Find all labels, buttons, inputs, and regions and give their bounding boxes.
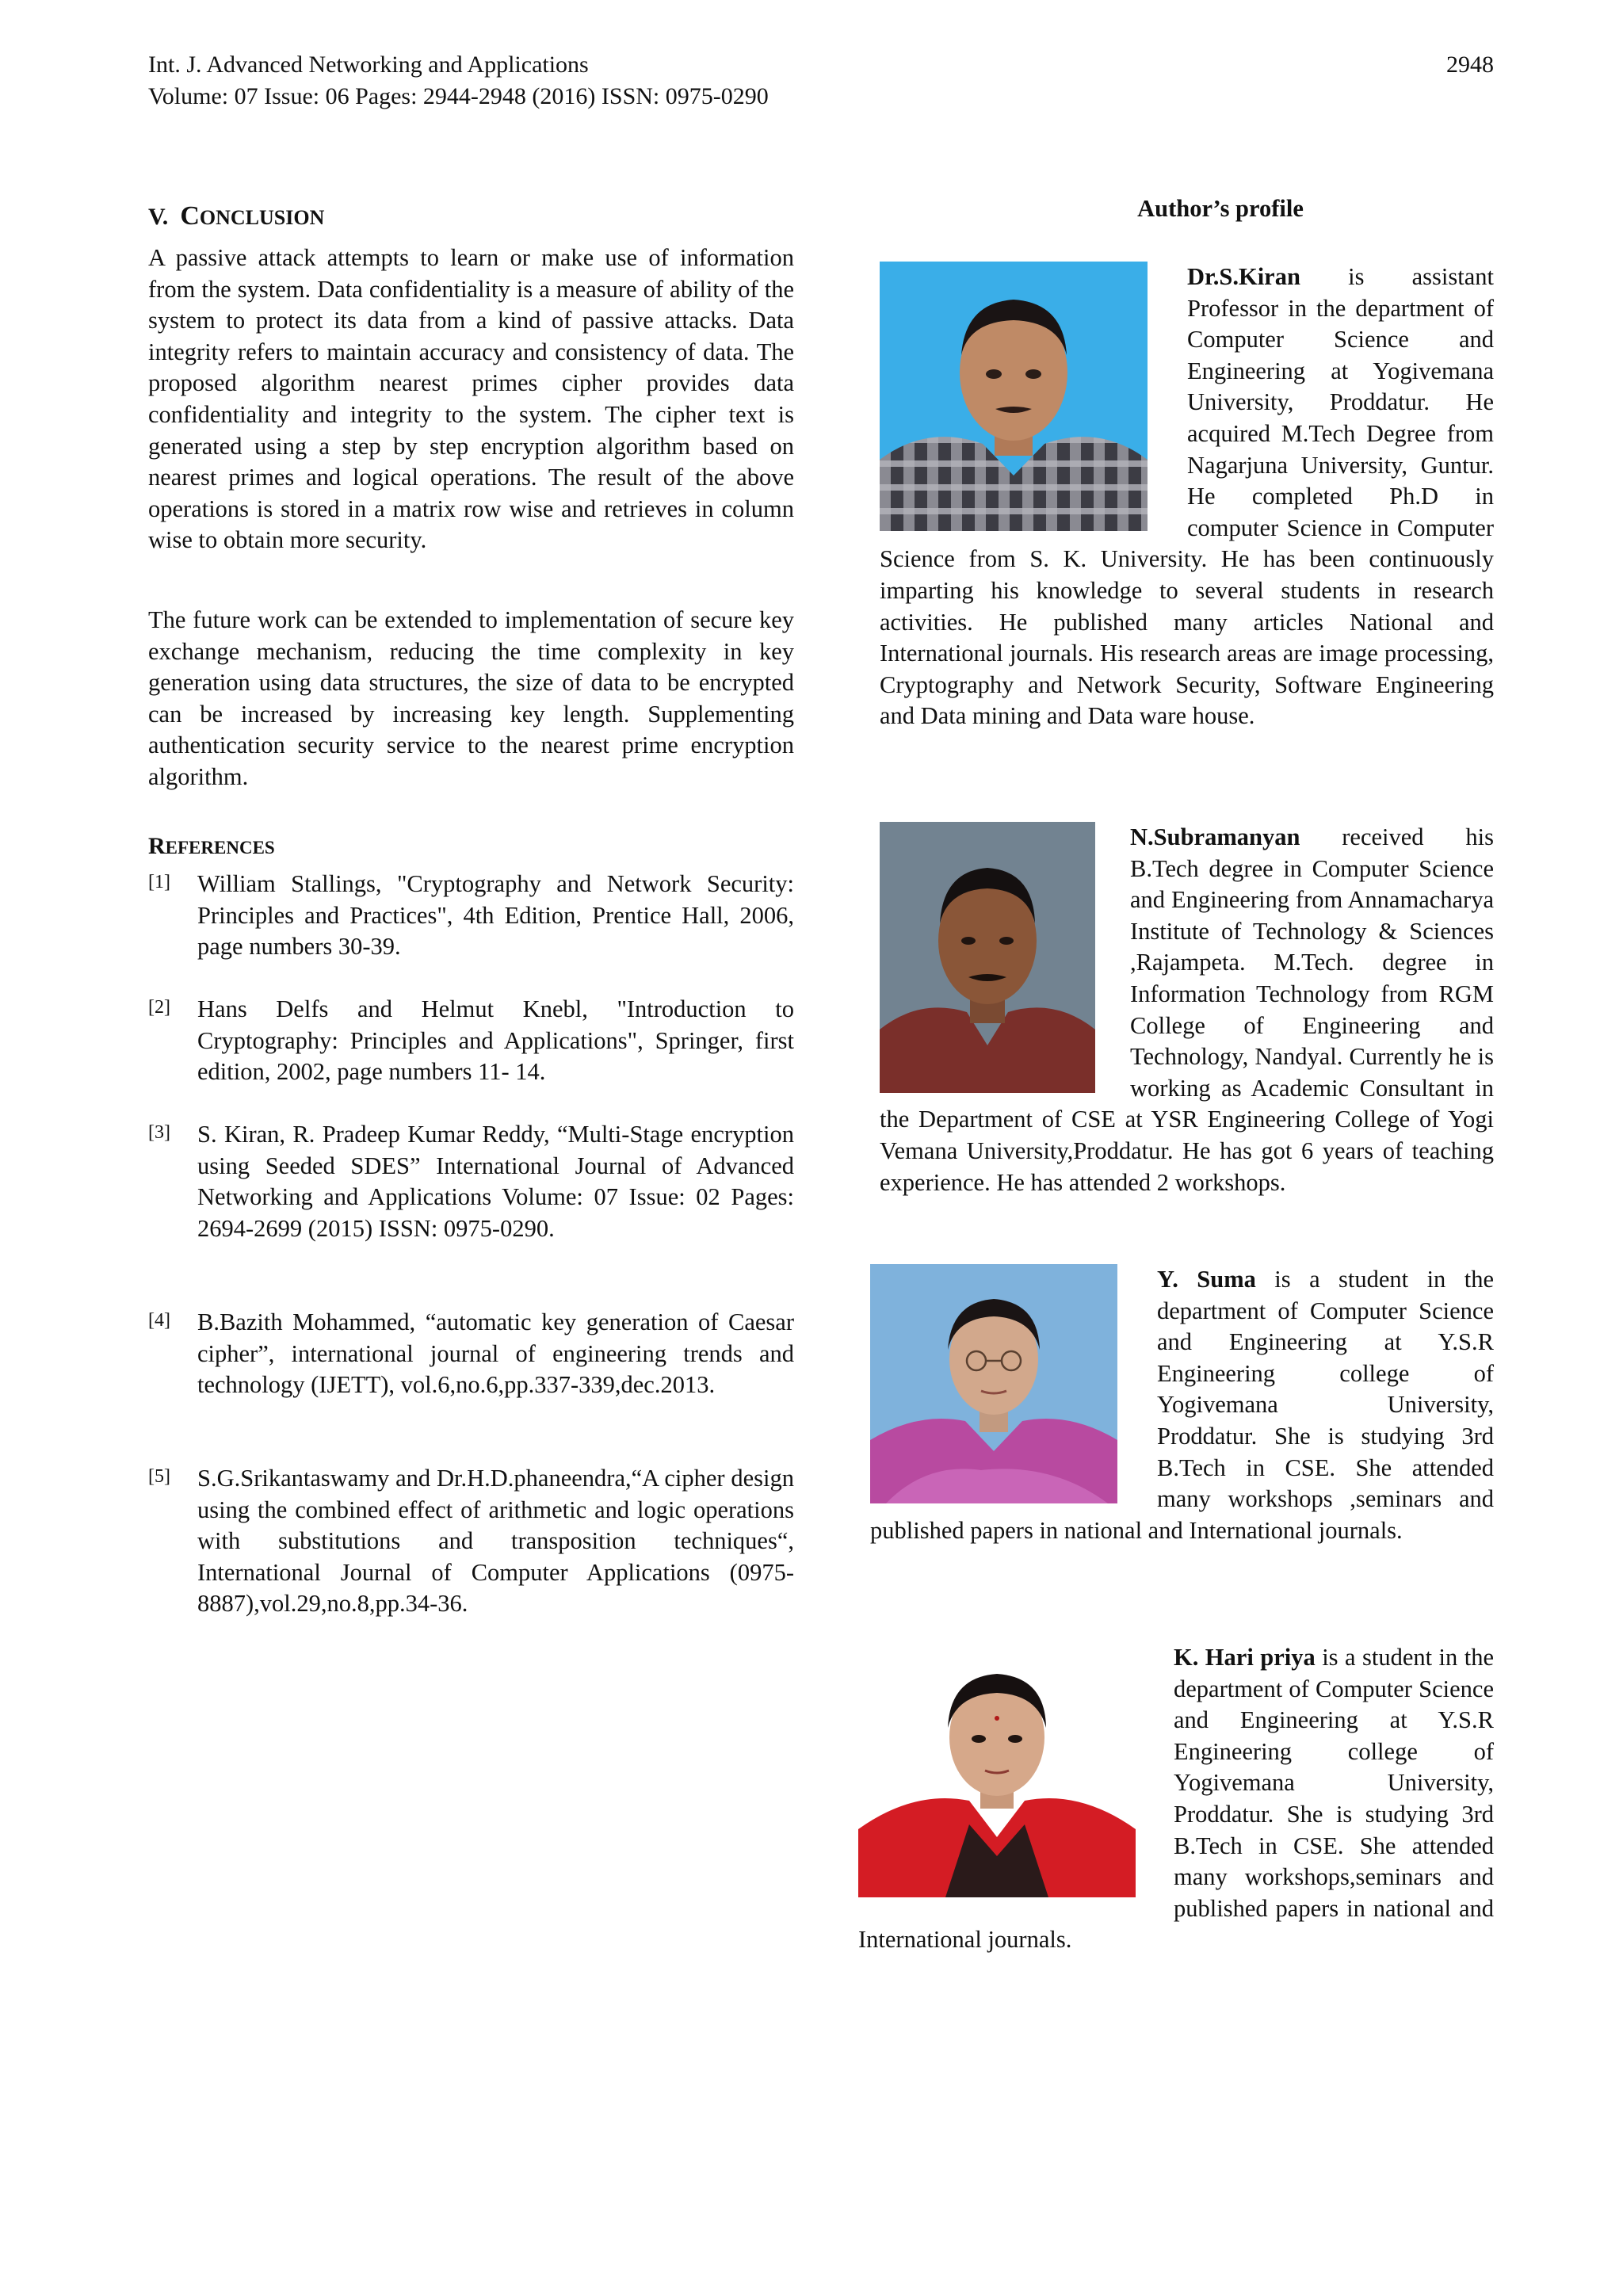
author-photo-kiran bbox=[880, 262, 1148, 531]
references-title-rest: EFERENCES bbox=[165, 838, 275, 858]
reference-text: William Stallings, "Cryptography and Network Security: Principles and Practices", 4th Edition, Prentice Hall, 2006, page numbers 30-39. bbox=[197, 870, 794, 961]
reference-number: [3] bbox=[148, 1122, 170, 1143]
author-photo-haripriya bbox=[858, 1642, 1136, 1897]
reference-text: S. Kiran, R. Pradeep Kumar Reddy, “Multi-Stage encryption using Seeded SDES” International Journal of Advanced Networking and Applications Volume: 07 Issue: 02 Pages: 2694-2699 (2015) ISSN: 0975-0290. bbox=[197, 1121, 794, 1242]
author-name: K. Hari priya bbox=[1174, 1644, 1316, 1671]
section-title-initial: C bbox=[180, 201, 200, 231]
author-bio-text: is assistant Professor in the department of Computer Science and Engineering at Yogivemana University, Proddatur. He acquired M.Tech Degree from Nagarjuna University, Guntur. He completed Ph.D in computer Science in Computer Science from S. K. University. He has been continuously imparting his knowledge to several students in research activities. He published many articles National and International journals. His research areas are image processing, Cryptography and Network Security, Software Engineering and Data mining and Data ware house. bbox=[880, 263, 1494, 730]
reference-number: [5] bbox=[148, 1466, 170, 1487]
section-title-rest: ONCLUSION bbox=[199, 206, 325, 229]
conclusion-heading bbox=[148, 201, 324, 234]
author-name: Y. Suma bbox=[1157, 1266, 1256, 1293]
author-name: Dr.S.Kiran bbox=[1187, 263, 1300, 290]
journal-name: Int. J. Advanced Networking and Applications bbox=[148, 52, 589, 78]
author-bio-text: received his B.Tech degree in Computer Science and Engineering from Annamacharya Institute of Technology & Sciences ,Rajampeta. M.Tech. degree in Information Technology from RGM College of Engineering and Technology, Nandyal. Currently he is working as Academic Consultant in the Department of CSE at YSR Engineering College of Yogi Vemana University,Proddatur. He has got 6 years of teaching experience. He has attended 2 workshops. bbox=[880, 823, 1494, 1196]
reference-number: [1] bbox=[148, 872, 170, 892]
author-profile-haripriya bbox=[858, 1642, 1494, 1956]
references-title-initial: R bbox=[148, 833, 166, 859]
author-bio-text: is a student in the department of Computer Science and Engineering at Y.S.R Engineering college of Yogivemana University, Proddatur. She is studying 3rd B.Tech in CSE. She attended many workshops,seminars and published papers in national and International journals. bbox=[858, 1644, 1494, 1954]
author-profile-suma bbox=[870, 1264, 1494, 1546]
volume-info: Volume: 07 Issue: 06 Pages: 2944-2948 (2016) ISSN: 0975-0290 bbox=[148, 83, 769, 109]
author-photo-subramanyan bbox=[880, 822, 1095, 1093]
author-photo-suma bbox=[870, 1264, 1117, 1503]
conclusion-paragraph-1: A passive attack attempts to learn or make use of information from the system. Data confidentiality is a measure of ability of the system to protect its data from a kind of passive attacks. Data integrity refers to maintain accuracy and consistency of data. The proposed algorithm nearest primes cipher provides data confidentiality and integrity to the system. The cipher text is generated using a step by step encryption algorithm based on nearest primes and logical operations. The result of the above operations is stored in a matrix row wise and retrieves in column wise to obtain more security. bbox=[148, 244, 794, 554]
reference-text: S.G.Srikantaswamy and Dr.H.D.phaneendra,“A cipher design using the combined effect of arithmetic and logic operations with substitutions and transposition techniques“, International Journal of Computer Applications (0975-8887),vol.29,no.8,pp.34-36. bbox=[197, 1465, 794, 1618]
reference-number: [4] bbox=[148, 1310, 170, 1331]
section-number: V. bbox=[148, 204, 169, 230]
author-name: N.Subramanyan bbox=[1130, 823, 1300, 850]
reference-number: [2] bbox=[148, 997, 170, 1018]
author-profile-kiran bbox=[880, 262, 1494, 732]
references-heading bbox=[148, 832, 275, 862]
conclusion-paragraph-2: The future work can be extended to implementation of secure key exchange mechanism, reducing the time complexity in key generation using data structures, the size of data to be encrypted can be increased by increasing key length. Supplementing authentication security service to the nearest prime encryption algorithm. bbox=[148, 606, 794, 790]
author-profile-subramanyan bbox=[880, 822, 1494, 1198]
author-bio-text: is a student in the department of Computer Science and Engineering at Y.S.R Engineering college of Yogivemana University, Proddatur. She is studying 3rd B.Tech in CSE. She attended many workshops ,seminars and published papers in national and International journals. bbox=[870, 1266, 1494, 1544]
reference-text: B.Bazith Mohammed, “automatic key generation of Caesar cipher”, international journal of engineering trends and technology (IJETT), vol.6,no.6,pp.337-339,dec.2013. bbox=[197, 1308, 794, 1399]
reference-text: Hans Delfs and Helmut Knebl, "Introduction to Cryptography: Principles and Applications", Springer, first edition, 2002, page numbers 11- 14. bbox=[197, 995, 794, 1086]
page-number: 2948 bbox=[1446, 52, 1494, 78]
authors-profile-title: Author’s profile bbox=[1137, 195, 1304, 222]
